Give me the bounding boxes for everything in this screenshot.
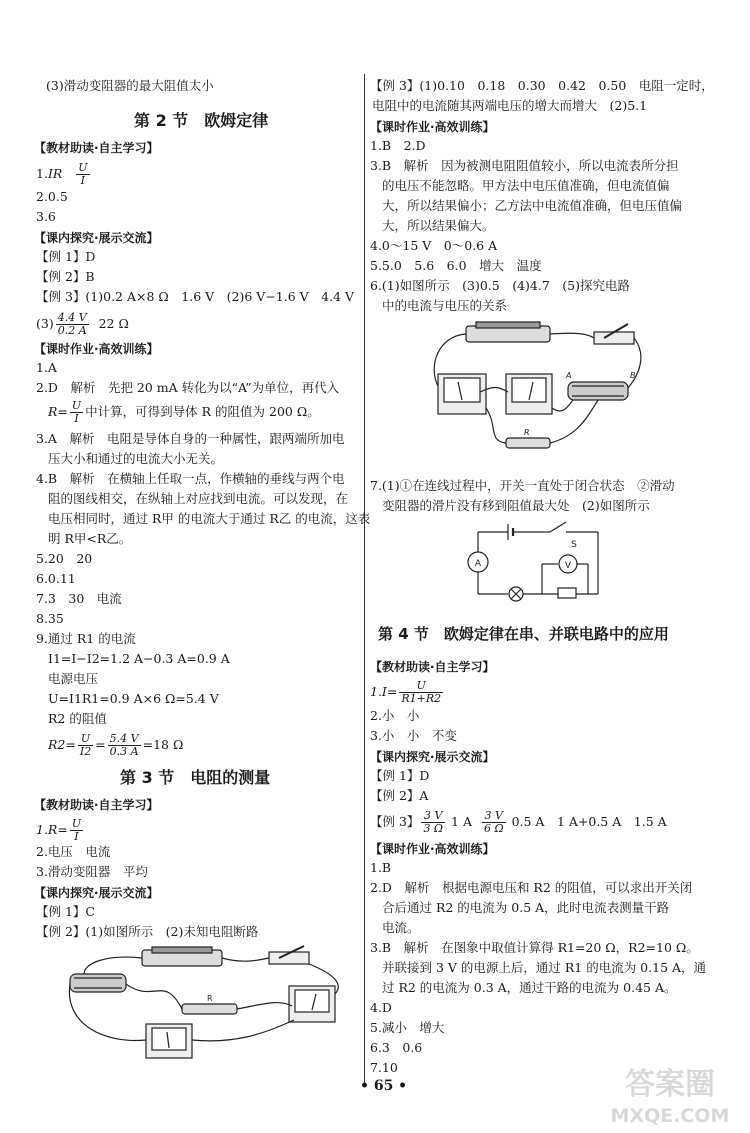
- numerator: U: [71, 817, 82, 830]
- hw-9-a: 9.通过 R1 的电流: [36, 631, 136, 646]
- hw-9-c: 电源电压: [48, 671, 99, 686]
- hw-4-b: 阻的图线相交，在纵轴上对应找到电流。可以发现，在: [48, 491, 349, 506]
- r-hw-7-a: 7.(1)①在连线过程中，开关一直处于闭合状态 ②滑动: [370, 478, 675, 493]
- answer-3: 3.6: [36, 209, 56, 224]
- n-example-2: 【例 2】A: [370, 788, 429, 803]
- r-hw-4: 4.0～15 V 0～0.6 A: [370, 238, 498, 253]
- denominator: 0.2 A: [57, 324, 87, 337]
- r-hw-6-b: 中的电流与电压的关系: [382, 298, 508, 313]
- p-hw-7: 7.10: [370, 1060, 398, 1075]
- text: 1.: [36, 166, 48, 181]
- denominator: I: [74, 830, 79, 843]
- n-example-3: [370, 810, 667, 835]
- text: 中计算，可得到导体 R 的阻值为 200 Ω。: [85, 404, 320, 419]
- terminal-b-label: B: [630, 371, 636, 380]
- m-answer-1: [36, 818, 85, 843]
- denominator: 0.3 A: [109, 745, 139, 758]
- fraction: [482, 810, 506, 835]
- denominator: R1+R2: [401, 692, 442, 705]
- fraction: [108, 733, 141, 758]
- heading-homework-3: 【课时作业·高效训练】: [370, 120, 495, 134]
- fraction: [70, 818, 83, 843]
- n-answer-2: 2.小 小: [370, 708, 420, 723]
- example-3-r-b: 电阻中的电流随其两端电压的增大而增大 (2)5.1: [372, 98, 648, 113]
- heading-textbook: 【教材助读·自主学习】: [34, 141, 159, 155]
- text: 【例 3】: [370, 814, 420, 829]
- section-title-4: 第 4 节 欧姆定律在串、并联电路中的应用: [378, 625, 669, 643]
- hw-1: 1.A: [36, 360, 57, 375]
- denominator: 3 Ω: [423, 822, 444, 835]
- p-hw-2-b: 合后通过 R2 的电流为 0.5 A，此时电流表测量干路: [382, 900, 670, 915]
- r-hw-3-d: 大，所以结果偏大。: [382, 218, 495, 233]
- hw-2-b: [48, 400, 320, 425]
- section-title-2: 第 2 节 欧姆定律: [134, 111, 269, 130]
- answer-1: [36, 162, 92, 187]
- r-hw-6-a: 6.(1)如图所示 (3)0.5 (4)4.7 (5)探究电路: [370, 278, 631, 293]
- p-hw-5: 5.减小 增大: [370, 1020, 445, 1035]
- watermark-text: 答案圈: [625, 1067, 715, 1102]
- terminal-a-label: A: [566, 371, 572, 380]
- hw-3-a: 3.A 解析 电阻是导体自身的一种属性，跟两端所加电: [36, 431, 345, 446]
- resistor-label: R: [207, 994, 213, 1003]
- hw-9-e: R2 的阻值: [48, 711, 107, 726]
- example-3: 【例 3】(1)0.2 A×8 Ω 1.6 V (2)6 V−1.6 V 4.4 V: [36, 289, 355, 304]
- heading-homework: 【课时作业·高效训练】: [34, 342, 159, 356]
- hw-2-a: 2.D 解析 先把 20 mA 转化为以“A”为单位，再代入: [36, 380, 340, 395]
- hw-7: 7.3 30 电流: [36, 591, 122, 606]
- circuit-figure-right: [418, 316, 658, 464]
- hw-9-d: U=I1R1=0.9 A×6 Ω=5.4 V: [48, 691, 219, 706]
- r-hw-3-c: 大，所以结果偏小；乙方法中电流值准确，但电压值偏: [382, 198, 683, 213]
- m-answer-2: 2.电压 电流: [36, 844, 111, 859]
- resistor-label: R: [524, 428, 530, 437]
- voltmeter-label: V: [564, 561, 572, 571]
- fraction: [56, 312, 89, 337]
- hw-5: 5.20 20: [36, 551, 93, 566]
- switch-label: S: [571, 540, 577, 550]
- r-hw-3-a: 3.B 解析 因为被测电阻阻值较小，所以电流表所分担: [370, 158, 679, 173]
- example-3-b: [36, 312, 129, 337]
- heading-homework-4: 【课时作业·高效训练】: [370, 842, 495, 856]
- heading-textbook-3: 【教材助读·自主学习】: [34, 798, 159, 812]
- denominator: 6 Ω: [483, 822, 504, 835]
- example-3-r: 【例 3】(1)0.10 0.18 0.30 0.42 0.50 电阻一定时，: [370, 78, 714, 93]
- formula: R=: [48, 404, 68, 419]
- formula: R2=: [48, 737, 76, 752]
- hw-6: 6.0.11: [36, 571, 76, 586]
- denominator: I2: [79, 745, 92, 758]
- heading-textbook-4: 【教材助读·自主学习】: [370, 660, 495, 674]
- heading-explore-3: 【课内探究·展示交流】: [34, 886, 159, 900]
- p-hw-2-a: 2.D 解析 根据电源电压和 R2 的阻值，可以求出开关闭: [370, 880, 693, 895]
- denominator: I: [74, 412, 79, 425]
- p-hw-4: 4.D: [370, 1000, 392, 1015]
- ammeter-label: A: [474, 559, 482, 569]
- formula: 1.R=: [36, 822, 68, 837]
- r-hw-1: 1.B 2.D: [370, 138, 426, 153]
- watermark-url: MXQE.COM: [610, 1105, 730, 1127]
- denominator: I: [80, 174, 86, 187]
- p-hw-3-b: 并联接到 3 V 的电源上后，通过 R1 的电流为 0.15 A，通: [382, 960, 707, 975]
- example-2: 【例 2】B: [36, 269, 95, 284]
- fraction: [399, 680, 443, 705]
- hw-4-a: 4.B 解析 在横轴上任取一点，作横轴的垂线与两个电: [36, 471, 345, 486]
- p-hw-3-a: 3.B 解析 在图象中取值计算得 R1=20 Ω，R2=10 Ω。: [370, 940, 699, 955]
- n-answer-1: [370, 680, 445, 705]
- circuit-figure-left: [64, 944, 354, 1064]
- heading-explore: 【课内探究·展示交流】: [34, 231, 159, 245]
- hw-9-f: R2= $\frac{U}{I2}$ = $\frac{5.4 V}{0.3 A}$ =18 Ω: [48, 732, 184, 758]
- fraction: [421, 810, 445, 835]
- numerator: U: [78, 733, 93, 746]
- example-1: 【例 1】D: [36, 249, 96, 264]
- fraction: [70, 400, 83, 425]
- r-hw-7-b: 变阻器的滑片没有移到阻值最大处 (2)如图所示: [382, 498, 650, 513]
- fraction: [76, 162, 89, 187]
- numerator: U: [71, 399, 82, 412]
- r-hw-5: 5.5.0 5.6 6.0 增大 温度: [370, 258, 542, 273]
- text: 22 Ω: [98, 316, 129, 331]
- heading-explore-4: 【课内探究·展示交流】: [370, 750, 495, 764]
- answer-2: 2.0.5: [36, 189, 68, 204]
- text: 1 A: [451, 814, 473, 829]
- m-example-1: 【例 1】C: [36, 904, 95, 919]
- text-line: (3)滑动变阻器的最大阻值太小: [46, 78, 214, 93]
- p-hw-3-c: 过 R2 的电流为 0.3 A，通过干路的电流为 0.45 A。: [382, 980, 677, 995]
- numerator: U: [78, 161, 88, 174]
- hw-4-d: 明 R甲<R乙。: [48, 531, 132, 546]
- p-hw-2-c: 电流。: [382, 920, 420, 935]
- p-hw-1: 1.B: [370, 860, 392, 875]
- n-example-1: 【例 1】D: [370, 768, 430, 783]
- numerator: 4.4 V: [57, 311, 87, 324]
- numerator: 5.4 V: [109, 732, 139, 745]
- numerator: 3 V: [421, 810, 445, 823]
- p-hw-6: 6.3 0.6: [370, 1040, 423, 1055]
- hw-3-b: 压大小和通过的电流大小无关。: [48, 451, 224, 466]
- formula: 1.I=: [370, 684, 398, 699]
- n-answer-3: 3.小 小 不变: [370, 728, 457, 743]
- column-divider: [364, 74, 365, 1084]
- m-example-2: 【例 2】(1)如图所示 (2)未知电阻断路: [36, 924, 259, 939]
- formula: IR: [47, 166, 63, 181]
- hw-4-c: 电压相同时，通过 R甲 的电流大于通过 R乙 的电流，这表: [48, 511, 371, 526]
- circuit-schematic: [462, 520, 622, 606]
- text: (3): [36, 316, 54, 331]
- hw-9-b: I1=I−I2=1.2 A−0.3 A=0.9 A: [48, 651, 230, 666]
- fraction: [78, 733, 93, 758]
- m-answer-3: 3.滑动变阻器 平均: [36, 864, 148, 879]
- numerator: 3 V: [482, 810, 506, 823]
- section-title-3: 第 3 节 电阻的测量: [120, 768, 271, 787]
- text: =18 Ω: [142, 737, 184, 752]
- watermark-logo: [600, 1058, 740, 1130]
- text: 0.5 A 1 A+0.5 A 1.5 A: [511, 814, 667, 829]
- numerator: U: [399, 680, 443, 693]
- hw-8: 8.35: [36, 611, 64, 626]
- r-hw-3-b: 的电压不能忽略。甲方法中电压值准确，但电流值偏: [382, 178, 670, 193]
- page-number: • 65 •: [360, 1078, 408, 1094]
